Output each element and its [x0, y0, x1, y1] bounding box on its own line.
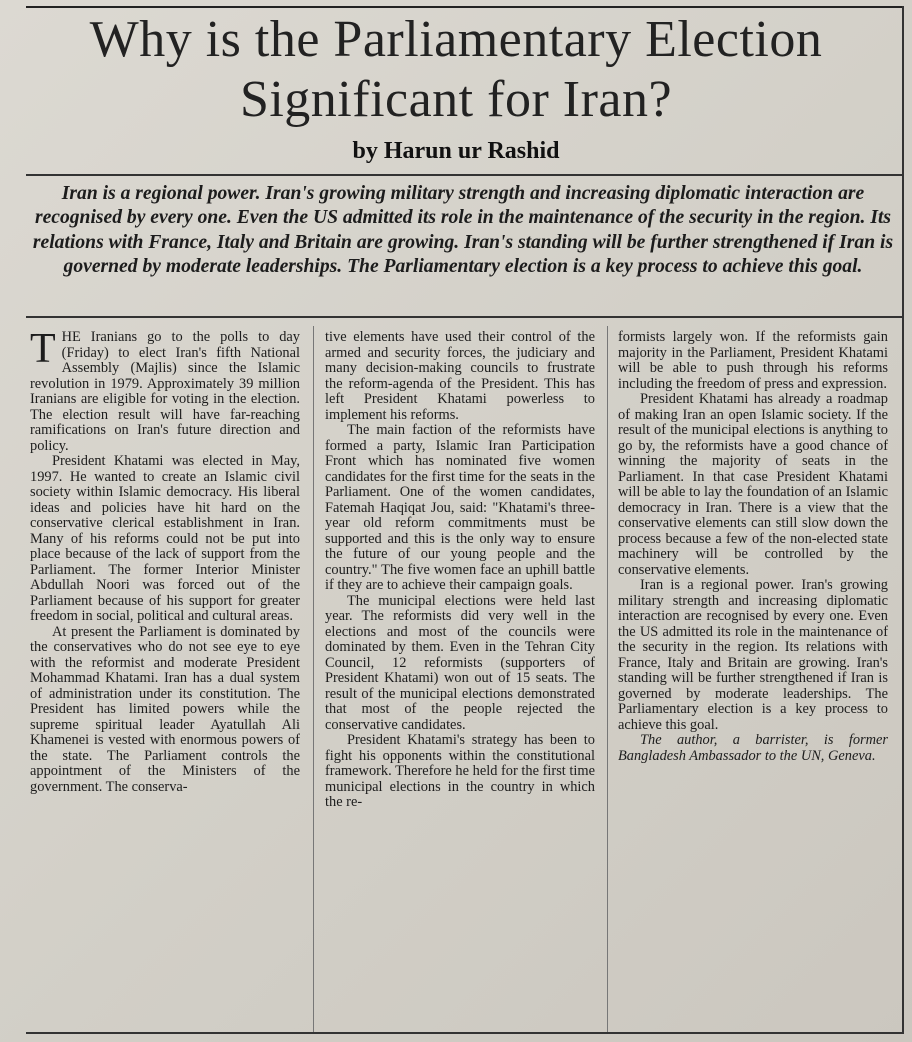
paragraph: Iran is a regional power. Iran's growing military strength and increasing diplomatic interaction are recognised by every one. Even the US admitted its role in the maintenance of the security in the region. Its relations with France, Italy and Britain are growing. Iran's standing will be further strengthened if Iran is governed by moderate leaderships. The Parliamentary election is a key process to achieve this goal. [618, 577, 888, 733]
paragraph-text: HE Iranians go to the polls to day (Friday) to elect Iran's fifth National Assembly (Majlis) since the Islamic revolution in 1979. Approximately 39 million Iranians are eligible for voting in the election. The election result will have far-reaching ramifications on Iran's future direction and policy. [30, 330, 300, 454]
column-2 [325, 330, 595, 1030]
paragraph: President Khatami was elected in May, 1997. He wanted to create an Islamic civil society within Islamic democracy. His liberal ideas and policies have hit hard on the conservative clerical establishment in Iran. Many of his reforms could not be put into place because of the lack of support from the Parliament. The former Interior Minister Abdullah Noori was forced out of the Parliament because of his support for greater freedom in social, political and cultural areas. [30, 453, 300, 624]
bottom-border-rule [26, 1032, 904, 1034]
headline-line-1: Why is the Parliamentary Election [89, 11, 823, 68]
column-1 [30, 330, 300, 1030]
paragraph: At present the Parliament is dominated by the conservatives who do not see eye to eye with the reformist and moderate President Mohammad Khatami. Iran has a dual system of administration under its constitution. The President has limited powers while the supreme spiritual leader Ayatullah Ali Khamenei is vested with enormous powers of the state. The Parliament controls the appointment of the Ministers of the government. The conserva- [30, 623, 300, 795]
byline: by Harun ur Rashid [352, 138, 560, 164]
column-divider-2 [607, 326, 608, 1032]
paragraph: The main faction of the reformists have formed a party, Islamic Iran Participation Front which has nominated five women candidates for the first time for the seats in the Parliament. One of the women candidates, Fatemah Haqiqat Jou, said: "Khatami's three-year old reform commitments must be supported and this is the only way to ensure the future of our young people and the country." The five women face an uphill battle if they are to achieve their campaign goals. [325, 422, 595, 593]
author-note: The author, a barrister, is former Bangladesh Ambassador to the UN, Geneva. [618, 732, 888, 764]
standfirst: Iran is a regional power. Iran's growing military strength and increasing diplomatic interaction are recognised by every one. Even the US admitted its role in the maintenance of the security in the region. Its relations with France, Italy and Britain are growing. Iran's standing will be further strengthened if Iran is governed by moderate leaderships. The Parliamentary election is a key process to achieve this goal. [32, 183, 894, 278]
paragraph: formists largely won. If the reformists gain majority in the Parliament, President Khatami will be able to push through his reforms including the freedom of press and expression. [618, 330, 888, 392]
paragraph: tive elements have used their control of the armed and security forces, the judiciary and many decision-making councils to frustrate the reform-agenda of the President. This has left President Khatami powerless to implement his reforms. [325, 330, 595, 423]
top-border-rule [26, 6, 904, 8]
headline-line-2: Significant for Iran? [239, 71, 673, 128]
drop-cap: T [30, 330, 56, 372]
paragraph [30, 330, 300, 454]
paragraph: President Khatami has already a roadmap of making Iran an open Islamic society. If the result of the municipal elections is anything to go by, the reformists have a good chance of winning the majority of seats in the Parliament. In that case President Khatami will be able to lay the foundation of an Islamic democracy in Iran. There is a view that the conservative elements can still slow down the process because a few of the non-elected state machinery will be controlled by the conservative elements. [618, 391, 888, 578]
paragraph: The municipal elections were held last year. The reformists did very well in the elections and most of the councils were dominated by them. Even in the Tehran City Council, 12 reformists (supporters of President Khatami) won out of 15 seats. The result of the municipal elections demonstrated that most of the people rejected the conservative candidates. [325, 592, 595, 733]
column-divider-1 [313, 326, 314, 1032]
column-3 [618, 330, 888, 1030]
paragraph: President Khatami's strategy has been to fight his opponents within the constitutional framework. Therefore he held for the first time municipal elections in the country in which the re- [325, 732, 595, 810]
byline-rule [26, 174, 904, 176]
standfirst-rule [26, 316, 904, 318]
headline [20, 10, 892, 130]
